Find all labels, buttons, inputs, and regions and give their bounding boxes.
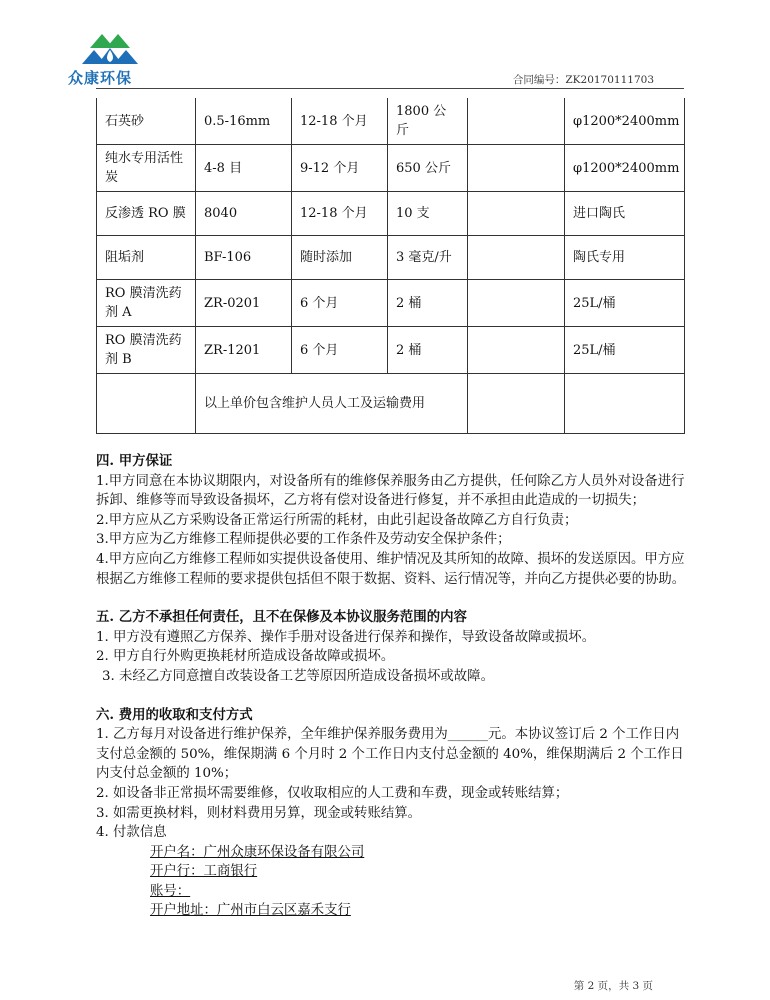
table-cell [468,374,565,434]
consumables-table [96,98,685,434]
payment-address: 开户地址：广州市白云区嘉禾支行 [150,903,351,919]
table-cell: 2 桶 [388,327,468,374]
header-divider [96,88,684,89]
table-cell: 3 毫克/升 [388,236,468,280]
section6-item-1-post: 元。本协议签订后 2 个工作日内支付总金额的 50%，维保期满 6 个月时 2 个工作日内支付总金额的 40%，维保期满后 2 个工作日内支付总金额的 10%； [96,727,684,782]
section4-item: 2.甲方应从乙方采购设备正常运行所需的耗材，由此引起设备故障乙方自行负责； [96,512,578,528]
table-row [97,327,685,374]
section6-item: 4. 付款信息 [96,825,167,841]
table-cell: 1800 公斤 [388,98,468,145]
table-cell: 陶氏专用 [565,236,685,280]
table-cell: RO 膜清洗药剂 A [97,280,196,327]
section6-item: 2. 如设备非正常损坏需要维修，仅收取相应的人工费和车费，现金或转账结算； [96,785,569,801]
table-row [97,98,685,145]
table-cell: 随时添加 [292,236,388,280]
payment-account-no: 账号： [150,883,191,899]
table-cell: ZR-1201 [196,327,292,374]
contract-number: 合同编号：ZK20170111703 [512,74,654,86]
table-row [97,145,685,192]
section4-title: 四. 甲方保证 [96,453,173,469]
section4-item: 4.甲方应向乙方维修工程师如实提供设备使用、维护情况及其所知的故障、损坏的发送原因。甲方应根据乙方维修工程师的要求提供包括但不限于数据、资料、运行情况等，并向乙方提供必要的协助。 [96,551,686,587]
table-cell: 12-18 个月 [292,192,388,236]
table-cell [468,280,565,327]
section6-item-1-pre: 1. 乙方每月对设备进行维护保养，全年维护保养服务费用为 [96,727,448,743]
table-note: 以上单价包含维护人员人工及运输费用 [196,374,468,434]
table-cell: 2 桶 [388,280,468,327]
table-cell: ZR-0201 [196,280,292,327]
table-cell [468,98,565,145]
payment-line [96,843,692,863]
table-cell: 10 支 [388,192,468,236]
table-cell: 反渗透 RO 膜 [97,192,196,236]
table-cell: 25L/桶 [565,327,685,374]
table-row [97,280,685,327]
table-cell: 6 个月 [292,280,388,327]
table-cell [565,374,685,434]
section4-item: 3.甲方应为乙方维修工程师提供必要的工作条件及劳动安全保护条件； [96,532,511,548]
section6-title: 六. 费用的收取和支付方式 [96,706,253,723]
table-cell: 阻垢剂 [97,236,196,280]
payment-line [96,901,692,921]
section6-item-1 [96,725,692,784]
table-row [97,192,685,236]
table-cell: φ1200*2400mm [565,145,685,192]
contract-body [96,452,692,921]
table-cell: 650 公斤 [388,145,468,192]
table-cell [97,374,196,434]
table-cell: 进口陶氏 [565,192,685,236]
table-cell: 0.5-16mm [196,98,292,145]
table-cell: 12-18 个月 [292,98,388,145]
table-cell [468,327,565,374]
logo-text: 众康环保 [68,69,133,87]
fee-blank: ______ [447,727,488,743]
table-cell: 6 个月 [292,327,388,374]
table-row [97,236,685,280]
payment-line [96,882,692,902]
table-cell [468,192,565,236]
table-cell: 8040 [196,192,292,236]
table-cell: 9-12 个月 [292,145,388,192]
section4-item: 1.甲方同意在本协议期限内，对设备所有的维修保养服务由乙方提供，任何除乙方人员外对设备进行拆卸、维修等而导致设备损坏，乙方将有偿对设备进行修复，并不承担由此造成的一切损失； [96,473,685,509]
payment-line [96,862,692,882]
page-number: 第 2 页，共 3 页 [573,980,653,992]
table-note-row [97,374,685,434]
table-cell [468,145,565,192]
table-cell: RO 膜清洗药剂 B [97,327,196,374]
section5-item: 1. 甲方没有遵照乙方保养、操作手册对设备进行保养和操作，导致设备故障或损坏。 [96,629,596,645]
table-cell: 4-8 目 [196,145,292,192]
section5-title: 五. 乙方不承担任何责任，且不在保修及本协议服务范围的内容 [96,609,467,626]
section6-item: 3. 如需更换材料，则材料费用另算，现金或转账结算。 [96,805,422,821]
table-cell: 纯水专用活性炭 [97,145,196,192]
table-cell: φ1200*2400mm [565,98,685,145]
table-cell: BF-106 [196,236,292,280]
table-cell [468,236,565,280]
payment-bank: 开户行：工商银行 [150,864,258,880]
section5-item: 3. 未经乙方同意擅自改装设备工艺等原因所造成设备损坏或故障。 [102,668,494,684]
section5-item: 2. 甲方自行外购更换耗材所造成设备故障或损坏。 [96,649,395,665]
payment-account-name: 开户名：广州众康环保设备有限公司 [150,844,365,860]
table-cell: 25L/桶 [565,280,685,327]
table-cell: 石英砂 [97,98,196,145]
